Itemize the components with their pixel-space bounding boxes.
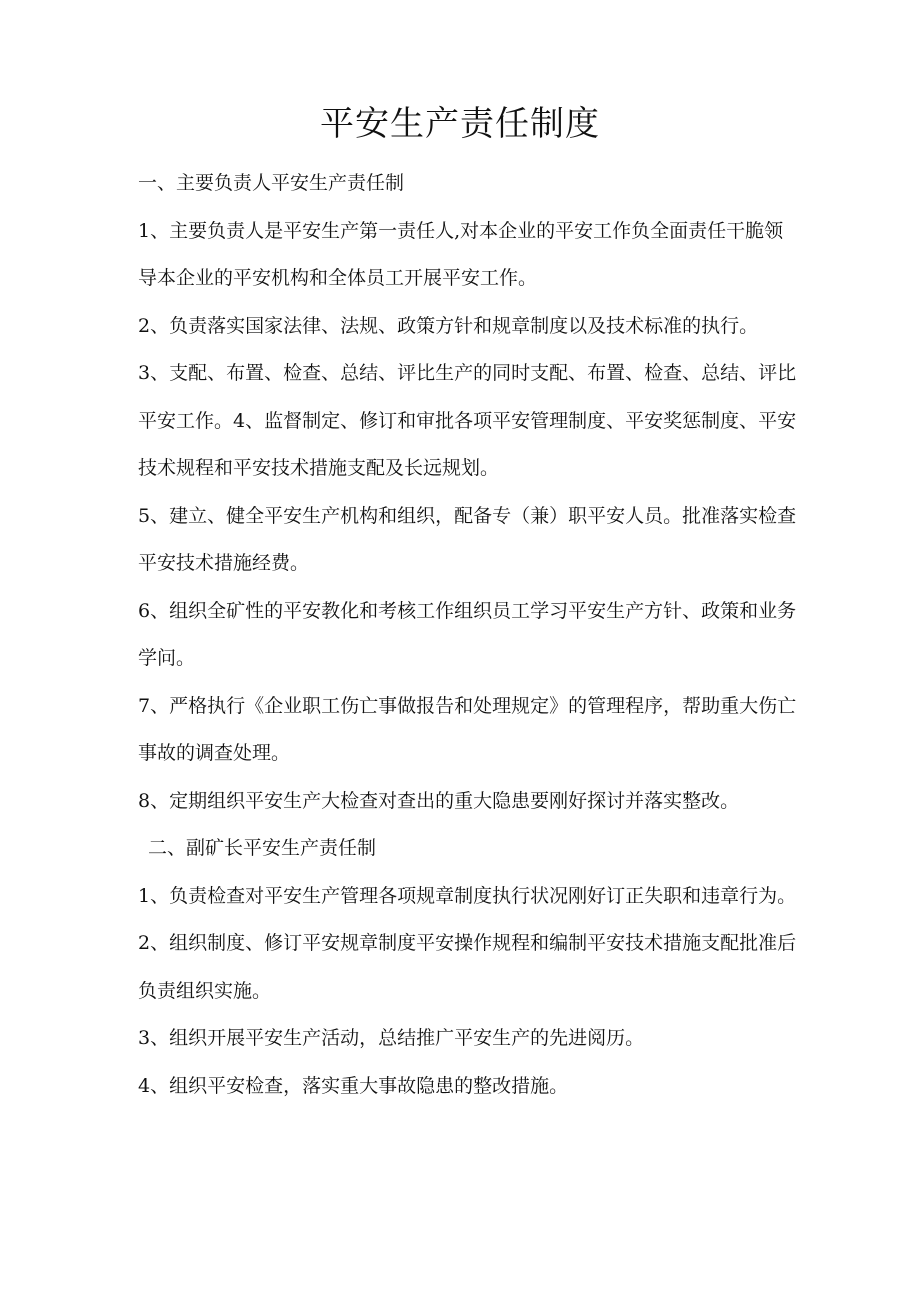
document-body [138, 160, 798, 1110]
paragraph: 6、组织全矿性的平安教化和考核工作组织员工学习平安生产方针、政策和业务学问。 [138, 599, 797, 669]
section-heading: 一、主要负责人平安生产责任制 [138, 172, 405, 194]
paragraph: 2、组织制度、修订平安规章制度平安操作规程和编制平安技术措施支配批准后负责组织实施。 [138, 932, 797, 1002]
paragraph: 7、严格执行《企业职工伤亡事做报告和处理规定》的管理程序，帮助重大伤亡事故的调查处理。 [138, 694, 797, 764]
document-title: 平安生产责任制度 [320, 104, 600, 144]
paragraph: 3、支配、布置、检查、总结、评比生产的同时支配、布置、检查、总结、评比平安工作。4、监督制定、修订和审批各项平安管理制度、平安奖惩制度、平安技术规程和平安技术措施支配及长远规划。 [138, 362, 797, 479]
paragraph: 3、组织开展平安生产活动，总结推广平安生产的先进阅历。 [138, 1027, 645, 1049]
paragraph: 4、组织平安检查，落实重大事故隐患的整改措施。 [138, 1074, 569, 1097]
paragraph: 1、负责检查对平安生产管理各项规章制度执行状况刚好订正失职和违章行为。 [138, 884, 797, 907]
paragraph: 2、负责落实国家法律、法规、政策方针和规章制度以及技术标准的执行。 [138, 314, 759, 337]
paragraph: 5、建立、健全平安生产机构和组织，配备专（兼）职平安人员。批准落实检查平安技术措施经费。 [138, 504, 797, 574]
paragraph: 8、定期组织平安生产大检查对查出的重大隐患要刚好探讨并落实整改。 [138, 789, 740, 812]
paragraph: 1、主要负责人是平安生产第一责任人,对本企业的平安工作负全面责任干脆领导本企业的平安机构和全体员工开展平安工作。 [138, 219, 784, 289]
section-heading: 二、副矿长平安生产责任制 [148, 837, 377, 859]
